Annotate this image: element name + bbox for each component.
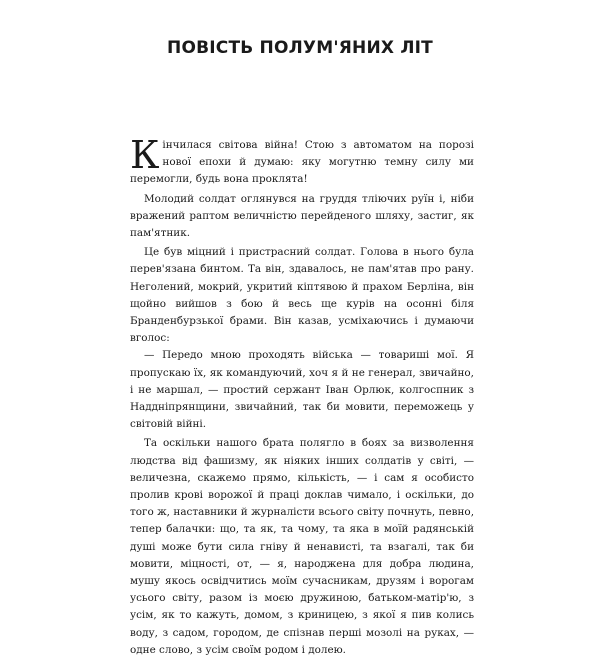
paragraph-5: Та оскільки нашого брата полягло в боях за визволення людства від фашизму, як ніяких інших солдатів у світі, — величезна, скажемо прямо, кількість, — і сам я особисто пролив крові ворожої й праці доклав чимало, і оскільки, до того ж, наставники й журналісти всього світу почнуть, певно, тепер балачки: що, та як, та чому, та яка в моїй радянській душі може бути сила гніву й ненависті, та взагалі, так би мовити, міцності, от, — я, народжена для добра людина, мушу якось освідчитись моїм сучасникам, друзям і ворогам усього світу, разом із моєю дружиною, батьком-матір'ю, з усім, як то кажуть, домом, з криницею, з якої я пив колись воду, з садом, городом, де спізнав перші мозолі на руках, — одне слово, з усім своїм родом і долею. bbox=[130, 437, 474, 656]
body-text bbox=[130, 133, 474, 659]
paragraph-2: Молодий солдат оглянувся на груддя тліючих руїн і, ніби вражений раптом величністю перейденого шляху, застиг, як пам'ятник. bbox=[130, 192, 474, 240]
paragraph-3: Це був міцний і пристрасний солдат. Голова в нього була перев'язана бинтом. Та він, здавалось, не пам'ятав про рану. Неголений, мокрий, укритий кіптявою й прахом Берліна, він щойно вийшов з бою й весь ще курів на осонні біля Бранденбурзької брами. Він казав, усміхаючись і думаючи вголос: bbox=[130, 246, 474, 345]
drop-cap: К bbox=[130, 133, 160, 177]
paragraph-1 bbox=[130, 133, 474, 189]
chapter-title: ПОВІСТЬ ПОЛУМ'ЯНИХ ЛІТ bbox=[167, 38, 433, 58]
paragraph-1-text: інчилася світова війна! Стою з автоматом на порозі нової епохи й думаю: яку могутню темну силу ми перемогли, будь вона проклята! bbox=[130, 139, 474, 186]
paragraph-4: — Передо мною проходять війська — товариші мої. Я пропускаю їх, як командуючий, хоч я й не генерал, звичайно, і не маршал, — простий сержант Іван Орлюк, колгоспник з Наддніпрянщини, звичайний, так би мовити, переможець у світовій війні. bbox=[130, 349, 474, 431]
